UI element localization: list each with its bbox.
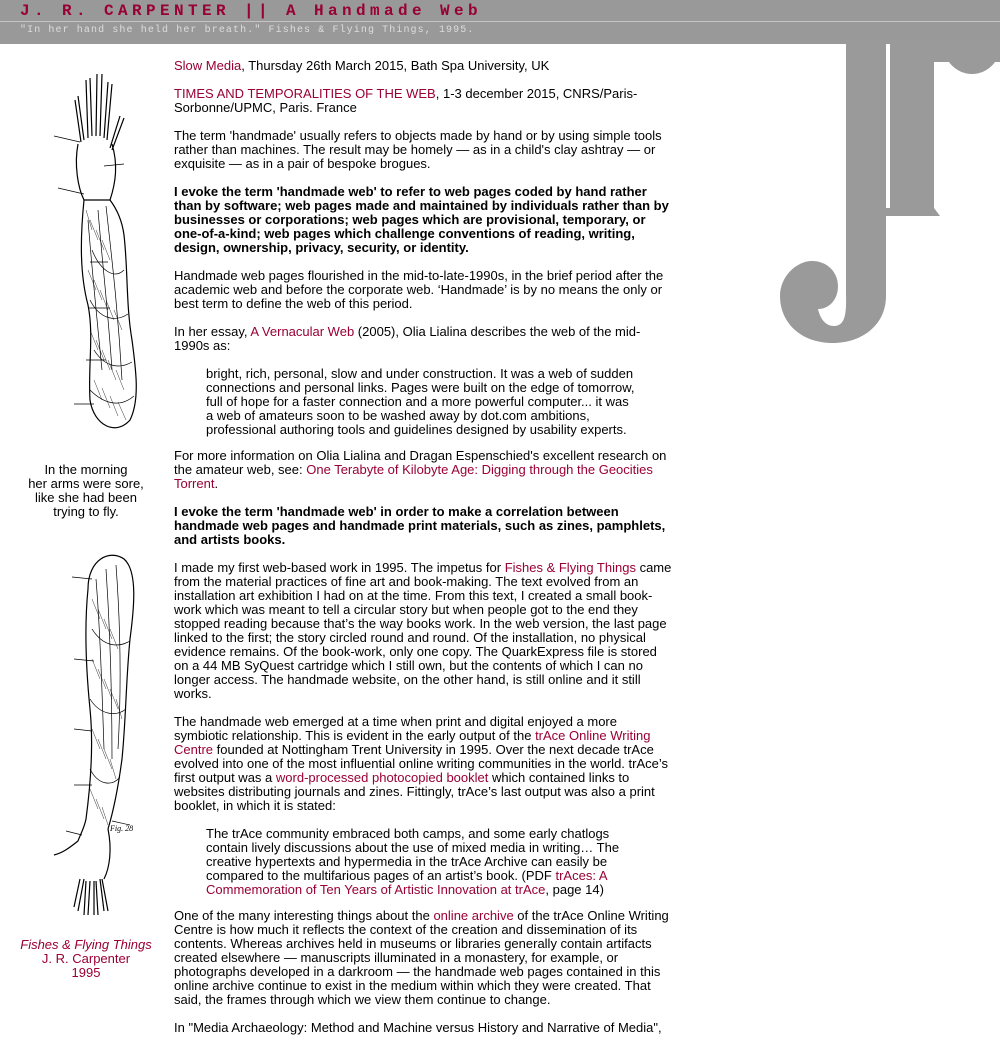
poem-line: In the morning [44,462,128,477]
fishes-flying-things-link[interactable]: Fishes & Flying Things [504,560,636,575]
event-line-slow-media [174,59,672,73]
jr-logo [776,40,1000,350]
online-archive-link[interactable]: online archive [433,908,514,923]
caption-author-link[interactable]: J. R. Carpenter [41,951,131,966]
event-line-times [174,87,672,115]
paragraph: Handmade web pages flourished in the mid-to-late-1990s, in the brief period after the academic web and before the corporate web. ‘Handmade’ is by no means the only or best term to define the web of this period. [174,268,664,311]
site-subtitle: "In her hand she held her breath." Fishes & Flying Things, 1995. [20,25,475,36]
text: of the trAce Online Writing Centre is how much it reflects the context of the creation and dissemination of its contents. Whereas archives held in museums or libraries generally contain artifacts created elsewhere — manuscripts illuminated in a monastery, for example, or photographs developed in a darkroom — the handmade web pages contained in this online archive continue to exist in the medium within which they were created. That said, the frames through which we view them continue to change. [174,908,669,1007]
text: The handmade web emerged at a time when print and digital enjoyed a more symbiotic relationship. This is evident in the early output of the [174,714,617,743]
paragraph [174,909,672,1007]
slow-media-link[interactable]: Slow Media [174,58,242,73]
text: One of the many interesting things about the [174,908,434,923]
paragraph [174,561,672,701]
poem-line: her arms were sore, [28,476,144,491]
caption-year-link[interactable]: 1995 [71,965,101,980]
paragraph [174,325,672,353]
text: , page 14) [545,882,604,897]
geocities-torrent-link[interactable]: One Terabyte of Kilobyte Age: Digging through the Geocities Torrent [174,462,653,491]
text: The trAce community embraced both camps, and some early chatlogs contain lively discussions about the use of mixed media in writing… The creative hypertexts and hypermedia in the trAce Archive can easily be compared to the multifarious pages of an artist’s book. (PDF [206,826,620,883]
text: I made my first web-based work in 1995. The impetus for [174,560,505,575]
photocopied-booklet-link[interactable]: word-processed photocopied booklet [275,770,489,785]
event-details: , Thursday 26th March 2015, Bath Spa University, UK [241,58,550,73]
event-details: , 1-3 december 2015, CNRS/Paris-Sorbonne/UPMC, Paris. France [174,86,638,115]
header-bar [0,0,1000,44]
text: (2005), Olia Lialina describes the web of the mid-1990s as: [174,324,641,353]
poem [0,463,172,519]
bold-statement: I evoke the term 'handmade web' in order to make a correlation between handmade web pages and handmade print materials, such as zines, pamphlets, and artists books. [174,504,666,547]
times-temporalities-link[interactable]: TIMES AND TEMPORALITIES OF THE WEB [174,86,436,101]
anatomical-arm-illustration-top [44,70,144,440]
paragraph: In "Media Archaeology: Method and Machine versus History and Narrative of Media", [174,1020,662,1035]
article-body [174,59,672,1049]
paragraph [174,449,672,491]
header-divider [0,21,1000,22]
bold-statement: I evoke the term 'handmade web' to refer to web pages coded by hand rather than by software; web pages made and maintained by individuals rather than by businesses or corporations; web pages which are provisional, temporary, or one-of-a-kind; web pages which challenge conventions of reading, writing, design, ownership, privacy, security, or identity. [174,184,669,255]
text: came from the material practices of fine art and book-making. The text evolved from an installation art exhibition I had on at the time. From this text, I created a small book-work which was meant to tell a circular story but when people got to the end they stopped reading because that’s the way books work. In the web version, the last page linked to the first; the story circled round and round. Of the installation, no physical evidence remains. Of the book-work, only one copy. The QuarkExpress file is stored on a 44 MB SyQuest cartridge which I still own, but the contents of which I can no longer access. The handmade website, on the other hand, is still online and it still works. [174,560,672,701]
site-title[interactable]: J. R. CARPENTER || A Handmade Web [20,2,483,20]
text: For more information on Olia Lialina and Dragan Espenschied's excellent research on the amateur web, see: [174,448,667,477]
quote-lialina: bright, rich, personal, slow and under construction. It was a web of sudden connections and personal links. Pages were built on the edge of tomorrow, full of hope for a faster connection and a more powerful computer... it was a web of amateurs soon to be washed away by dot.com ambitions, professional authoring tools and guidelines designed by usability experts. [206,366,635,437]
left-sidebar [0,44,172,1000]
text: founded at Nottingham Trent University in 1995. Over the next decade trAce evolved into one of the most influential online writing communities in the world. trAce’s first output was a [174,742,669,785]
paragraph: The term 'handmade' usually refers to objects made by hand or by using simple tools rather than machines. The result may be homely — as in a child's clay ashtray — or exquisite — as in a pair of bespoke brogues. [174,128,662,171]
text: which contained links to websites distributing journals and zines. Fittingly, trAce’s last output was also a print booklet, in which it is stated: [174,770,655,813]
artwork-caption[interactable] [0,938,172,980]
caption-title-link[interactable]: Fishes & Flying Things [20,937,152,952]
text: In her essay, [174,324,251,339]
quote-trace [206,827,638,897]
trace-writing-centre-link[interactable]: trAce Online Writing Centre [174,728,651,757]
jr-logo-shapes [780,40,1000,343]
figure-label: Fig. 28 [110,824,134,833]
poem-line: like she had been [35,490,137,505]
poem-line: trying to fly. [53,504,119,519]
traces-commemoration-link[interactable]: trAces: A Commemoration of Ten Years of Artistic Innovation at trAce [206,868,607,897]
text: . [214,476,219,491]
anatomical-arm-illustration-bottom [44,549,144,919]
vernacular-web-link[interactable]: A Vernacular Web [250,324,355,339]
paragraph [174,715,672,813]
